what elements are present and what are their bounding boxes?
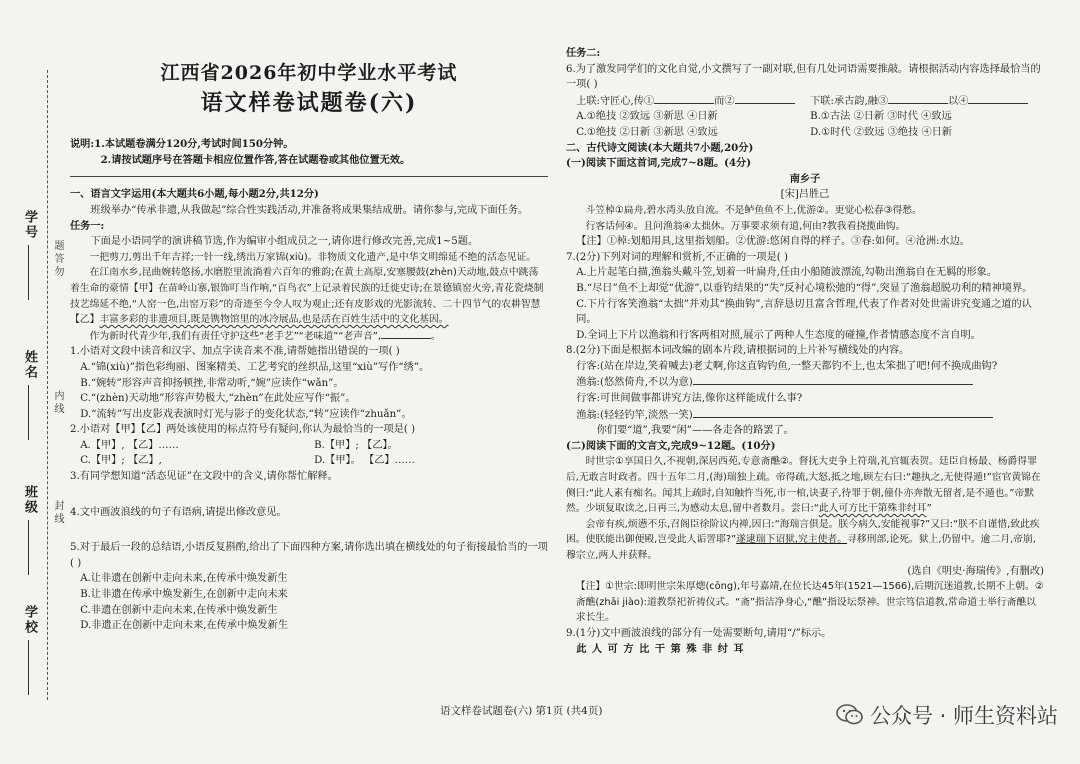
binding-strip — [0, 60, 63, 700]
q6-option-a: A.①绝技 ②致远 ③新思 ④日新 — [576, 111, 718, 123]
q7-option-c: C.下片行客笑渔翁“太拙”并劝其“换曲钩”,言辞恳切且富含哲理,代表了作者对处世需讲究变通之道的认同。 — [576, 298, 1032, 326]
poem-note: 【注】①棹:划船用具,这里指划船。②优游:悠闲自得的样子。③春:如何。④沧洲:水边。 — [576, 236, 971, 248]
q6-option-b: B.①古法 ②日新 ③时代 ④致远 — [810, 111, 952, 123]
binding-cut-line — [47, 70, 48, 700]
name-blank — [28, 385, 29, 440]
student-id-blank — [28, 245, 29, 300]
q1-option-a: A.“锦(xiù)”指色彩绚丽、图案精美、工艺考究的丝织品,这里“xiù”写作“绣”。 — [80, 361, 430, 373]
label-name: 姓名 — [22, 350, 37, 380]
question-1: 1.小语对文段中读音和汉字、加点字读音来不准,请帮她指出错误的一项( ) — [70, 346, 400, 358]
question-2: 2.小语对【甲】【乙】两处该使用的标点符号有疑问,你认为最恰当的一项是( ) — [70, 424, 416, 436]
couplet-blank-3[interactable] — [888, 93, 948, 104]
q4-answer-space — [70, 520, 548, 540]
class-blank — [28, 520, 29, 575]
section2-sub1: (一)阅读下面这首词,完成7~8题。(4分) — [566, 157, 752, 170]
poem-line-2: 行客话何④。且问渔翁④太拙休。万事要求须有道,何由?教我看挠揽曲钩。 — [585, 220, 906, 232]
q7-option-b: B.“尽日”鱼不上却觉“优游”,以垂钓结果的“失”反衬心境松弛的“得”,突显了渔翁超脱功利的精神境界。 — [576, 282, 1033, 294]
script-line-4-text: 渔翁:(轻轻钓竿,淡然一笑) — [576, 409, 693, 421]
watermark — [836, 700, 1058, 730]
passage-para-2 — [70, 265, 548, 327]
wenyan-note: 【注】①世宗:即明世宗朱厚熜(cōng),年号嘉靖,在位长达45年(1521—1566),后期沉迷道教,长期不上朝。②斋醮(zhāi jiào):道教祭祀祈祷仪式。“斋”指洁净身心,“醮”指设坛祭神。世宗笃信道教,常命道士举行斋醮以求长生。 — [575, 581, 1044, 624]
left-column — [70, 62, 548, 634]
q9-sentence: 此 人 可 方 比 干 第 殊 非 纣 耳 — [576, 642, 745, 655]
section2-sub2: (二)阅读下面的文言文,完成9~12题。(10分) — [566, 439, 776, 452]
wenyan-para-1-text: 时世宗①享国日久,不视朝,深居西苑,专意斋醮②。督抚大吏争上符瑞,礼官辄表贺。廷臣自杨最、杨爵得罪后,无敢言时政者。四十五年二月,(海)瑞独上疏。帝得疏,大怒,抵之地,顾左右曰:“趣执之,无使得遁!”宦官黄锦在侧曰:“此人素有痴名。闻其上疏时,自知触忤当死,市一棺,诀妻子,待罪于朝,僮仆亦奔散无留者,是不遁也。”帝默然。少顷复取读之,日再三,为感动太息,留中者数月。尝曰:“ — [566, 456, 1041, 515]
passage-para-2-text: 在江南水乡,昆曲婉转悠扬,水磨腔里流淌着六百年的雅韵;在黄土高原,安塞腰鼓(zhèn)天动地,鼓点中跳荡着生命的豪情【甲】在苗岭山寨,银饰叮当作响,“百鸟衣”上记录着民族的迁徙史诗;在景德镇窑火旁,青花瓷烧制技艺绵延不绝,“人窑一色,出窑万彩”的奇迹至今令人叹为观止;还有皮影戏的光影流转、二十四节气的农耕智慧【乙】 — [70, 267, 544, 326]
exam-subtitle: 语文样卷试题卷(六) — [200, 89, 418, 116]
couplet-blank-2[interactable] — [735, 93, 795, 104]
q5-option-d: D.非遗正在创新中走向未来,在传承中焕发新生 — [80, 620, 289, 632]
wenyan-para-2-c: 寻移刑部,论死。狱上,仍留中。逾二月,帝崩,穆宗立,两人并获释。 — [566, 534, 1036, 561]
q6-option-c: C.①绝技 ②日新 ③新思 ④致远 — [576, 126, 718, 138]
q6-option-d: D.①时代 ②致远 ③绝技 ④日新 — [810, 126, 953, 138]
couplet-lower-b: 以④ — [948, 95, 969, 107]
section2-heading: 二、古代诗文阅读(本大题共7小题,20分) — [566, 141, 754, 154]
q3-answer-space — [70, 485, 548, 505]
poem-line-1: 斗笠棹①扁舟,碧水湾头放自流。不是鲈鱼鱼不上,优游②。更觉心松春③得愁。 — [585, 204, 922, 216]
binding-note-top: 题 答 勿 — [52, 240, 63, 277]
couplet-lower-a: 下联:承古韵,融③ — [810, 95, 889, 107]
question-5: 5.对于最后一段的总结语,小语反复斟酌,给出了下面四种方案,请你选出填在横线处的句子衔接最恰当的一项( ) — [70, 542, 548, 569]
q5-option-c: C.非遗在创新中走向未来,在传承中焕发新生 — [80, 604, 278, 616]
label-school: 学校 — [22, 605, 37, 635]
q7-option-a: A.上片起笔白描,渔翁头戴斗笠,划着一叶扁舟,任由小船随波漂流,勾勒出渔翁自在无羁的形象。 — [576, 267, 998, 279]
wenyan-source: (选自《明史·海瑞传》,有删改) — [907, 565, 1044, 577]
q5-option-b: B.让非遗在传承中焕发新生,在创新中走向未来 — [80, 589, 288, 601]
wavy-sentence: 丰富多彩的非遗项目,既是镌物馆里的冰冷展品,也是活在百姓生活中的文化基因。 — [99, 314, 449, 326]
wenyan-para-1: 时世宗①享国日久,不视朝,深居西苑,专意斋醮②。督抚大吏争上符瑞,礼官辄表贺。廷臣自杨最、杨爵得罪后,无敢言时政者。四十五年二月,(海)瑞独上疏。帝得疏,大怒,抵之地,顾左右曰:“趣执之,无使得遁!”宦官黄锦在侧曰:“此人素有痴名。闻其上疏时,自知触忤当死,市一棺,诀妻子,待罪于朝,僮仆亦奔散无留者,是不遁也。”帝默然。少顷复取读之,日再三,为感动太息,留中者数月。尝曰:“此人可方比干第殊非纣耳” — [566, 456, 1041, 515]
poem-title: 南乡子 — [789, 172, 821, 185]
section1-heading: 一、语言文字运用(本大题共6小题,每小题2分,共12分) — [70, 188, 319, 201]
section1-intro: 班级举办“传承非遗,从我做起”综合性实践活动,并准备将成果集结成册。请你参与,完成下面任务。 — [90, 204, 529, 216]
q1-option-b: B.“婉转”形容声音抑扬顿挫,非常动听,“婉”应读作“wǎn”。 — [80, 377, 344, 389]
passage-para-1: 一把剪刀,剪出千年吉祥;一针一线,绣出万家锦(xiù)。非物质文化遗产,是中华文明绵延不绝的活态见证。 — [89, 251, 537, 263]
poem-author: [宋]吕胜己 — [780, 189, 830, 201]
school-blank — [28, 640, 29, 695]
question-3: 3.有同学想知道“活态见证”在文段中的含义,请你帮忙解释。 — [70, 471, 338, 483]
q7-option-d: D.全词上下片以渔翁和行客两相对照,展示了两种人生态度的碰撞,作者情感态度不言自明。 — [576, 329, 981, 341]
wechat-icon — [836, 704, 864, 726]
q2-option-a: A.【甲】, 【乙】…… — [80, 439, 179, 451]
couplet-blank-4[interactable] — [968, 93, 1028, 104]
script-line-4 — [566, 407, 1044, 424]
q6-options — [566, 109, 1044, 140]
instruction-2: 2.请按试题序号在答题卡相应位置作答,答在试题卷或其他位置无效。 — [100, 153, 411, 166]
binding-note-bot: 封 线 — [52, 500, 63, 524]
page-footer: 语文样卷试题卷(六) 第1页 (共4页) — [440, 705, 603, 717]
q2-option-d: D.【甲】。 【乙】…… — [314, 455, 415, 467]
task1-desc: 下面是小语同学的演讲稿节选,作为编审小组成员之一,请你进行修改完善,完成1~5题。 — [90, 236, 479, 248]
instruction-1: 说明:1.本试题卷满分120分,考试时间150分钟。 — [70, 138, 294, 151]
passage-para-3: 作为新时代青少年,我们有责任守护这些“老手艺”“老味道”“老声音”, 。 — [70, 328, 548, 345]
couplet-upper-a: 上联:守匠心,传① — [576, 95, 655, 107]
question-8: 8.(2分)下面是根据本词改编的剧本片段,请根据词的上片补写横线处的内容。 — [566, 345, 910, 357]
script-line-1: 行客:(站在岸边,笑着喊去)老丈啊,你这直钩钓鱼,一整天都钓不上,也太笨拙了吧!何不换成曲钩? — [576, 360, 998, 372]
header-divider — [70, 176, 548, 177]
q2-option-c: C.【甲】; 【乙】, — [80, 455, 162, 467]
binding-note-mid: 内 线 — [52, 390, 63, 414]
question-6: 6.为了激发同学们的文化自觉,小文撰写了一副对联,但有几处词语需要推敲。请根据活动内容选择最恰当的一项( ) — [566, 63, 1041, 91]
label-student-id: 学号 — [22, 210, 37, 240]
q2-options — [70, 438, 548, 469]
label-class: 班级 — [22, 485, 37, 515]
wenyan-para-2-a: 会帝有疾,烦懑不乐,召阁臣徐阶议内禅,因曰:“海瑞言俱是。朕今病久,安能视事?”又曰:“朕不自谨惜,致此疾困。使朕能出御便殿,岂受此人诟詈耶?” — [566, 518, 1040, 546]
wenyan-wavy-phrase: 此人可方比干第殊非纣耳 — [818, 503, 927, 515]
script-blank-2[interactable] — [693, 407, 993, 418]
question-4: 4.文中画波浪线的句子有语病,请提出修改意见。 — [70, 506, 287, 518]
script-line-5: 你们要“道”,我要“闲”——各走各的路罢了。 — [596, 425, 794, 437]
q5-option-a: A.让非遗在创新中走向未来,在传承中焕发新生 — [80, 573, 288, 585]
couplet-upper — [576, 93, 810, 110]
couplet-upper-b: 而② — [714, 95, 735, 107]
watermark-text: 公众号 · 师生资料站 — [870, 704, 1059, 728]
q2-option-b: B.【甲】; 【乙】。 — [314, 439, 398, 451]
wenyan-underlined-sentence: 遂逮瑞下诏狱,究主使者。 — [736, 534, 848, 546]
script-line-2-text: 渔翁:(悠然倚舟,不以为意) — [576, 377, 693, 389]
passage-para-3-text: 作为新时代青少年,我们有责任守护这些“老手艺”“老味道”“老声音”, — [89, 330, 381, 342]
couplet-blank-1[interactable] — [654, 93, 714, 104]
q1-option-d: D.“流转”写出皮影戏表演时灯光与影子的变化状态,“转”应读作“zhuǎn”。 — [80, 408, 412, 420]
summary-blank[interactable] — [381, 328, 431, 339]
script-line-3: 行客:可世间做事都讲究方法,像你这样能成什么事? — [576, 393, 803, 405]
question-9: 9.(1分)文中画波浪线的部分有一处需要断句,请用“/”标示。 — [566, 627, 832, 639]
task1-label: 任务一: — [70, 219, 105, 232]
question-7: 7.(2分)下列对词的理解和赏析,不正确的一项是( ) — [566, 251, 788, 263]
script-line-2 — [566, 374, 1044, 391]
script-blank-1[interactable] — [693, 374, 973, 385]
task2-label: 任务二: — [566, 47, 601, 59]
couplet — [566, 93, 1044, 110]
couplet-lower — [810, 93, 1044, 110]
q1-option-c: C.“(zhèn)天动地”形容声势极大,“zhèn”在此处应写作“振”。 — [80, 393, 356, 405]
exam-title: 江西省2026年初中学业水平考试 — [160, 62, 458, 84]
right-column — [566, 46, 1044, 657]
wenyan-para-2 — [566, 517, 1044, 564]
